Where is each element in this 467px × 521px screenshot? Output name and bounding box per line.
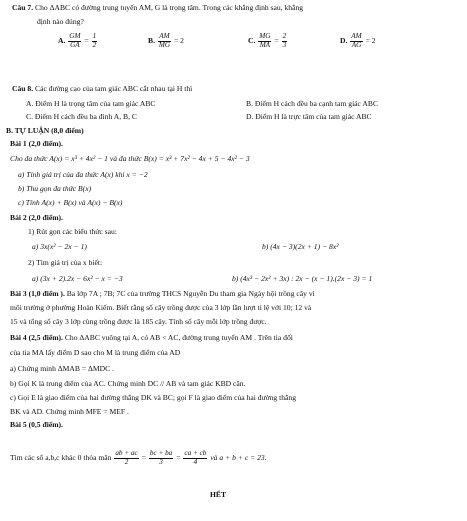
q7-option-d-fraction	[350, 33, 362, 49]
q7-c-rnum: 2	[282, 32, 287, 40]
bai5-title: Bài 5 (0,5 điểm).	[10, 420, 63, 429]
q7-option-b-label: B.	[148, 35, 155, 45]
q7-c-eq: =	[274, 35, 279, 45]
bai5-f2-den: 3	[159, 457, 163, 466]
bai4-title: Bài 4 (2,5 điểm).	[10, 333, 63, 342]
q7-option-c-fraction	[258, 33, 271, 49]
q8-option-a: A. Điểm H là trọng tâm của tam giác ABC	[26, 99, 156, 108]
bai2-part2-a: a) (3x + 2).2x − 6x² − x = −3	[32, 274, 123, 283]
bai2-part2: 2) Tìm giá trị của x biết:	[28, 258, 103, 267]
q7-a-eq: =	[84, 35, 89, 45]
q7-option-a	[58, 33, 98, 49]
q7-a-num: GM	[69, 32, 81, 40]
q7-d-num: AM	[351, 32, 362, 40]
bai3-line2: môi trường ở phường Hoàn Kiếm. Biết rằng số cây trồng được của 3 lớp lần lượt tỉ lệ với 10; 12 và	[10, 303, 312, 312]
bai5-f1-num: ab + ac	[115, 449, 138, 457]
q8-option-d: D. Điểm H là trực tâm của tam giác ABC	[246, 112, 372, 121]
bai5-f3-num: ca + cb	[184, 449, 207, 457]
end-marker: HẾT	[210, 490, 227, 499]
bai1-c: c) Tính A(x) + B(x) và A(x) − B(x)	[18, 198, 123, 207]
q7-option-d-label: D.	[340, 35, 348, 45]
q7-option-a-label: A.	[58, 35, 66, 45]
q7-line1	[12, 3, 303, 12]
q7-c-num: MG	[259, 32, 271, 40]
q7-option-c-label: C.	[248, 35, 256, 45]
bai4-line1	[10, 333, 293, 342]
bai5-f2-num: bc + ba	[149, 449, 173, 457]
bai3-title: Bài 3 (1,0 điểm ).	[10, 289, 65, 298]
bai2-part1: 1) Rút gọn các biểu thức sau:	[28, 227, 117, 236]
bai3-line1	[10, 289, 315, 298]
bai5-f1-den: 2	[124, 457, 129, 466]
q7-option-a-rhs	[92, 33, 98, 49]
q7-b-rhs: = 2	[173, 35, 184, 45]
q8-option-b: B. Điểm H cách đều ba cạnh tam giác ABC	[246, 99, 379, 108]
q7-line2: định nào đúng?	[37, 17, 84, 26]
q7-option-c-rhs	[282, 33, 288, 49]
bai5-frac2	[149, 450, 173, 466]
bai2-part1-b: b) (4x − 3)(2x + 1) − 8x²	[262, 242, 339, 251]
bai5-post: và a + b + c = 23.	[210, 452, 267, 462]
bai4-line2: của tia MA lấy điểm D sao cho M là trung điểm của AD	[10, 348, 181, 357]
bai4-c1: c) Gọi E là giao điểm của hai đường thẳng DK và BC; gọi F là giao điểm của hai đường thẳng	[10, 393, 296, 402]
q7-b-den: MG	[158, 40, 171, 49]
q7-option-c	[248, 33, 288, 49]
bai5-equation	[10, 450, 267, 466]
bai5-eq2: =	[176, 452, 181, 462]
bai5-f3-den: 4	[193, 457, 198, 466]
bai1-intro: Cho đa thức A(x) = x³ + 4x² − 1 và đa thức B(x) = x³ + 7x² − 4x + 5 − 4x² − 3	[10, 154, 250, 163]
bai5-eq1: =	[141, 452, 146, 462]
bai4-a: a) Chứng minh ΔMAB = ΔMDC .	[10, 364, 115, 373]
q7-option-d	[340, 33, 376, 49]
bai4-text1: Cho ΔABC vuông tại A, có AB < AC, đường trung tuyến AM . Trên tia đối	[62, 333, 293, 342]
q8-line	[12, 84, 192, 93]
bai5-frac1	[114, 450, 138, 466]
bai2-part1-a: a) 3x(x² − 2x − 1)	[32, 242, 87, 251]
bai5-pre: Tìm các số a,b,c khác 0 thỏa mãn	[10, 452, 112, 462]
q7-title: Câu 7.	[12, 3, 34, 12]
q8-text: Các đường cao của tam giác ABC cắt nhau tại H thì	[35, 84, 193, 93]
bai5-frac3	[183, 450, 207, 466]
bai3-line3: 15 và tổng số cây 3 lớp cùng trồng được là 185 cây. Tính số cây mỗi lớp trồng được.	[10, 317, 267, 326]
bai3-text1: Ba lớp 7A ; 7B; 7C của trường THCS Nguyễn Du tham gia Ngày hội trồng cây vì	[64, 289, 315, 298]
q7-b-num: AM	[159, 32, 170, 40]
bai4-c2: BK và AD. Chứng minh MFE = MEF .	[10, 407, 129, 416]
bai1-b: b) Thu gọn đa thức B(x)	[18, 184, 92, 193]
bai2-title: Bài 2 (2,0 điểm).	[10, 213, 63, 222]
section-b-heading: B. TỰ LUẬN (8,0 điểm)	[6, 126, 84, 135]
q7-a-den: GA	[70, 40, 80, 49]
q7-a-rden: 2	[92, 40, 97, 49]
q7-option-b-fraction	[158, 33, 171, 49]
q7-a-rnum: 1	[92, 32, 97, 40]
bai1-a: a) Tính giá trị của đa thức A(x) khi x = −2	[18, 170, 148, 179]
q7-d-rhs: = 2	[365, 35, 376, 45]
bai2-part2-b: b) (4x³ − 2x² + 3x) : 2x − (x − 1).(2x − 3) = 1	[232, 274, 373, 283]
bai1-title: Bài 1 (2,0 điểm).	[10, 139, 63, 148]
q8-option-c: C. Điểm H cách đều ba đỉnh A, B, C	[26, 112, 137, 121]
q7-option-b	[148, 33, 184, 49]
q7-d-den: AG	[351, 40, 362, 49]
bai4-b: b) Gọi K là trung điểm của AC. Chứng minh DC // AB và tam giác KBD cân.	[10, 379, 246, 388]
q8-title: Câu 8.	[12, 84, 34, 93]
q7-option-a-fraction	[68, 33, 81, 49]
q7-c-rden: 3	[282, 40, 287, 49]
q7-text1: Cho ΔABC có đường trung tuyến AM, G là trọng tâm. Trong các khẳng định sau, khẳng	[35, 3, 304, 12]
q7-c-den: MA	[259, 40, 271, 49]
